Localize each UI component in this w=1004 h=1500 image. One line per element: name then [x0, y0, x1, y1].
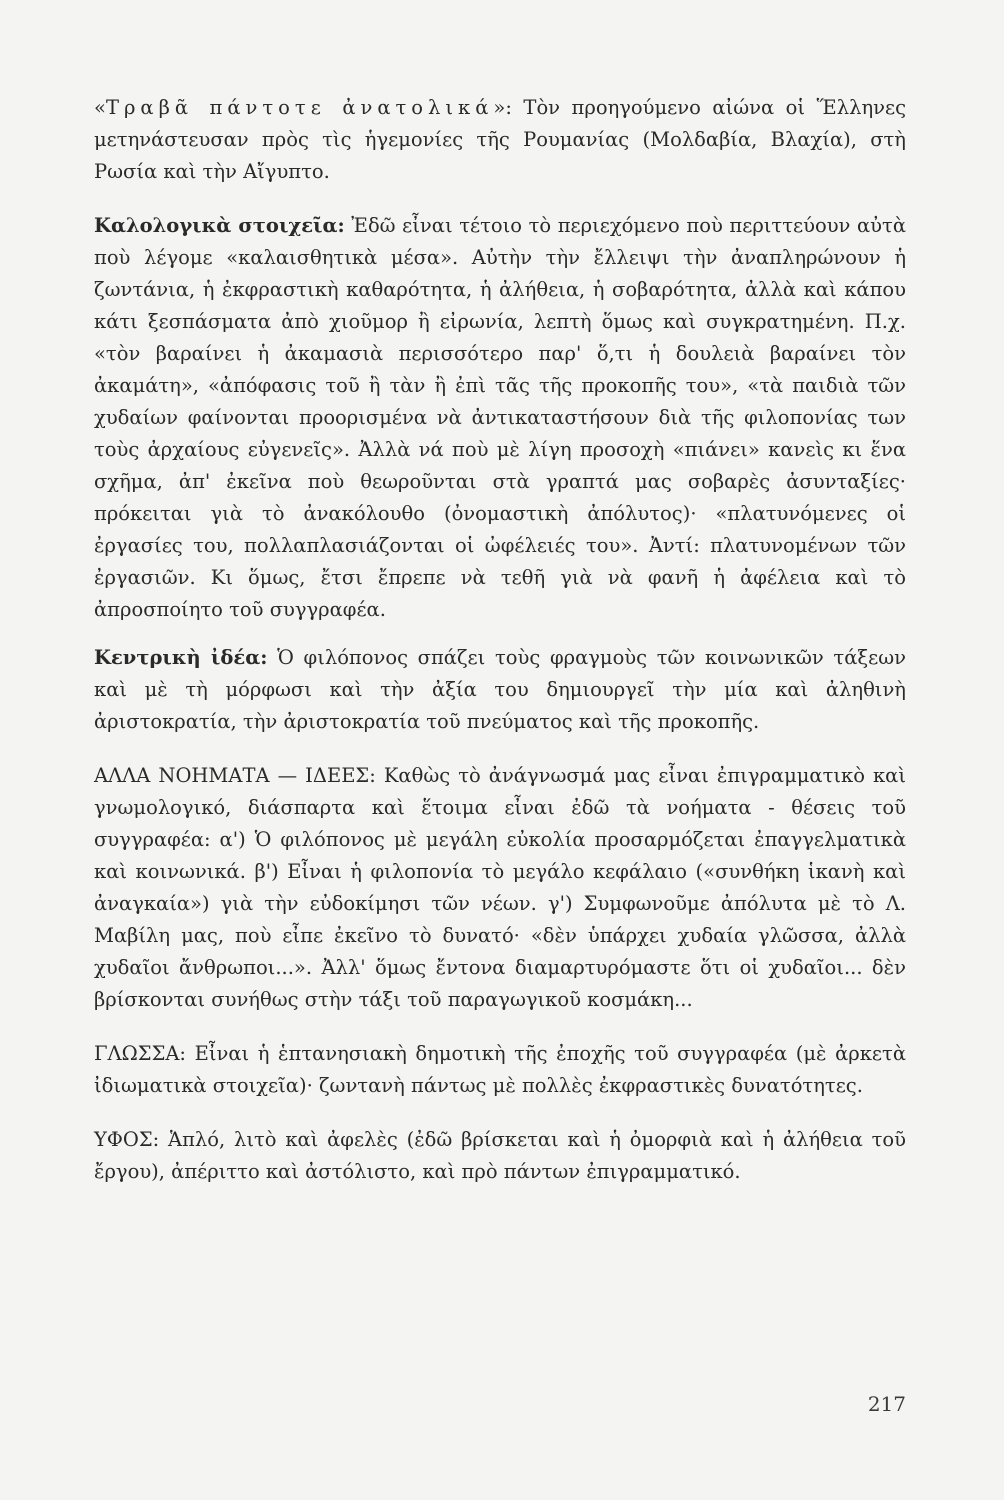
paragraph-aesthetic-elements	[94, 210, 906, 626]
paragraph-central-idea	[94, 642, 906, 738]
page-text	[94, 92, 906, 1188]
section-heading: ΑΛΛΑ ΝΟΗΜΑΤΑ — ΙΔΕΕΣ:	[94, 764, 376, 787]
paragraph-body: Ὁ φιλόπονος σπάζει τοὺς φραγμοὺς τῶν κοινωνικῶν τάξεων καὶ μὲ τὴ μόρφωσι καὶ τὴν ἀξία του δημιουργεῖ τὴν μία καὶ ἀληθινὴ ἀριστοκρατία, τὴν ἀριστοκρατία τοῦ πνεύματος καὶ τῆς προκοπῆς.	[94, 646, 906, 733]
section-heading: Καλολογικὰ στοιχεῖα:	[94, 214, 345, 237]
section-heading: Κεντρικὴ ἰδέα:	[94, 646, 268, 669]
paragraph-body: Καθὼς τὸ ἀνάγνωσμά μας εἶναι ἐπιγραμματικὸ καὶ γνωμολογικό, διάσπαρτα καὶ ἕτοιμα εἶναι ἐδῶ τὰ νοήματα - θέσεις τοῦ συγγραφέα: α') Ὁ φιλόπονος μὲ μεγάλη εὐκολία προσαρμόζεται ἐπαγγελματικὰ καὶ κοινωνικά. β') Εἶναι ἡ φιλοπονία τὸ μεγάλο κεφάλαιο («συνθήκη ἱκανὴ καὶ ἀναγκαία») γιὰ τὴν εὐδοκίμησι τῶν νέων. γ') Συμφωνοῦμε ἀπόλυτα μὲ τὸ Λ. Μαβίλη μας, ποὺ εἶπε ἐκεῖνο τὸ δυνατό· «δὲν ὑπάρχει χυδαία γλῶσσα, ἀλλὰ χυδαῖοι ἄνθρωποι...». Ἀλλ' ὅμως ἔντονα διαμαρτυρόμαστε ὅτι οἱ χυδαῖοι... δὲν βρίσκονται συνήθως στὴν τάξι τοῦ παραγωγικοῦ κοσμάκη...	[94, 764, 906, 1011]
quote-close: »	[493, 96, 506, 119]
quote-open: «	[94, 96, 106, 119]
paragraph-style	[94, 1124, 906, 1188]
paragraph-other-ideas	[94, 760, 906, 1016]
section-heading: ΥΦΟΣ:	[94, 1128, 160, 1151]
page-number: 217	[867, 1392, 906, 1416]
section-heading: ΓΛΩΣΣΑ:	[94, 1042, 187, 1065]
paragraph-body: : Τὸν προηγούμενο αἰώνα οἱ Ἕλληνες μετηνάστευσαν πρὸς τὶς ἡγεμονίες τῆς Ρουμανίας (Μολδαβία, Βλαχία), στὴ Ρωσία καὶ τὴν Αἴγυπτο.	[94, 96, 907, 183]
paragraph-body: Ἐδῶ εἶναι τέτοιο τὸ περιεχόμενο ποὺ περιττεύουν αὐτὰ ποὺ λέγομε «καλαισθητικὰ μέσα». Αὐτὴν τὴν ἔλλειψι τὴν ἀναπληρώνουν ἡ ζωντάνια, ἡ ἐκφραστικὴ καθαρότητα, ἡ ἀλήθεια, ἡ σοβαρότητα, ἀλλὰ καὶ κάπου κάτι ξεσπάσματα ἀπὸ χιοῦμορ ἢ εἰρωνία, λεπτὴ ὅμως καὶ συγκρατημένη. Π.χ. «τὸν βαραίνει ἡ ἀκαμασιὰ περισσότερο παρ' ὅ,τι ἡ δουλειὰ βαραίνει τὸν ἀκαμάτη», «ἀπόφασις τοῦ ἢ τὰν ἢ ἐπὶ τᾶς τῆς προκοπῆς του», «τὰ παιδιὰ τῶν χυδαίων φαίνονται προορισμένα νὰ ἀντικαταστήσουν διὰ τῆς φιλοπονίας των τοὺς ἀρχαίους εὐγενεῖς». Ἀλλὰ νά ποὺ μὲ λίγη προσοχὴ «πιάνει» κανεὶς κι ἕνα σχῆμα, ἀπ' ἐκεῖνα ποὺ θεωροῦνται στὰ γραπτά μας σοβαρὲς ἀσυνταξίες· πρόκειται γιὰ τὸ ἀνακόλουθο (ὀνομαστικὴ ἀπόλυτος)· «πλατυνόμενες οἱ ἐργασίες του, πολλαπλασιάζονται οἱ ὠφέλειές του». Ἀντί: πλατυνομένων τῶν ἐργασιῶν. Κι ὅμως, ἔτσι ἔπρεπε νὰ τεθῆ γιὰ νὰ φανῆ ἡ ἀφέλεια καὶ τὸ ἀπροσποίητο τοῦ συγγραφέα.	[94, 214, 906, 621]
paragraph-language	[94, 1038, 906, 1102]
paragraph-body: Ἁπλό, λιτὸ καὶ ἀφελὲς (ἐδῶ βρίσκεται καὶ ἡ ὀμορφιὰ καὶ ἡ ἀλήθεια τοῦ ἔργου), ἀπέριττο καὶ ἀστόλιστο, καὶ πρὸ πάντων ἐπιγραμματικό.	[94, 1128, 906, 1183]
paragraph-body: Εἶναι ἡ ἑπτανησιακὴ δημοτικὴ τῆς ἐποχῆς τοῦ συγγραφέα (μὲ ἀρκετὰ ἰδιωματικὰ στοιχεῖα)· ζωντανὴ πάντως μὲ πολλὲς ἐκφραστικὲς δυνατότητες.	[94, 1042, 906, 1097]
paragraph-emigration	[94, 92, 906, 188]
spaced-title: Τραβᾶ πάντοτε ἀνατολικά	[105, 96, 494, 119]
